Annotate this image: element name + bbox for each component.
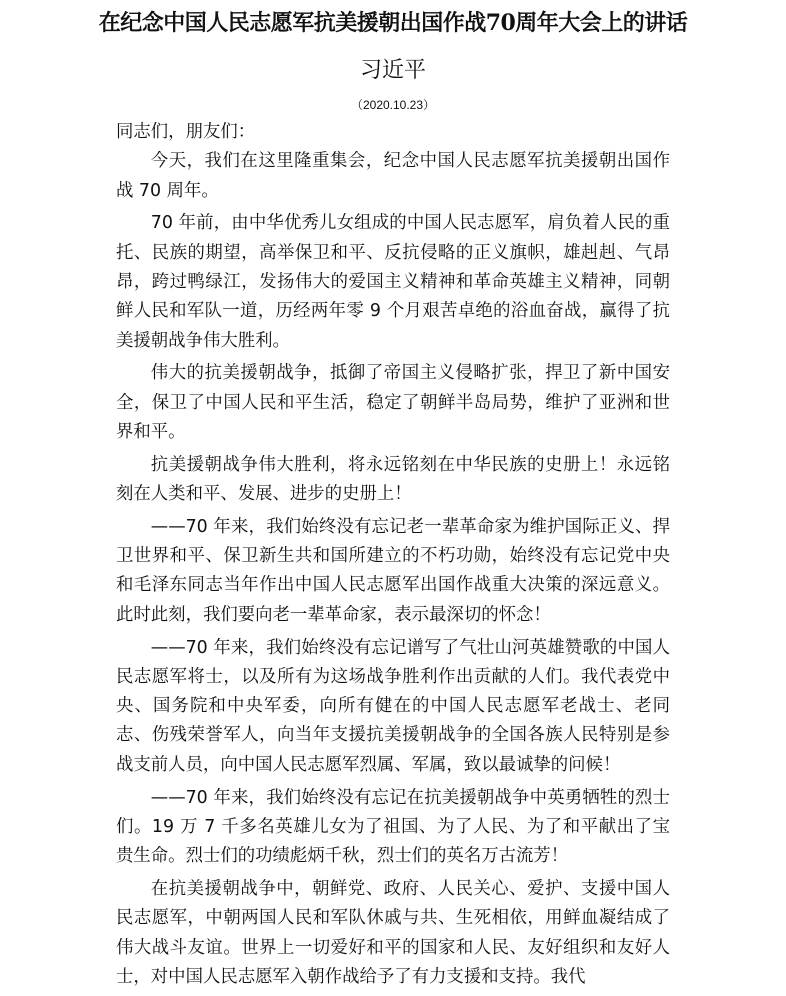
- paragraph: 70 年前，由中华优秀儿女组成的中国人民志愿军，肩负着人民的重托、民族的期望，高举保卫和平、反抗侵略的正义旗帜，雄赳赳、气昂昂，跨过鸭绿江，发扬伟大的爱国主义精神和革命英雄主义精神，同朝鲜人民和军队一道，历经两年零 9 个月艰苦卓绝的浴血奋战，赢得了抗美援朝战争伟大胜利。: [116, 213, 670, 351]
- paragraph: 在抗美援朝战争中，朝鲜党、政府、人民关心、爱护、支援中国人民志愿军，中朝两国人民和军队休戚与共、生死相依，用鲜血凝结成了伟大战斗友谊。世界上一切爱好和平的国家和人民、友好组织和友好人士，对中国人民志愿军入朝作战给予了有力支援和支持。我代: [116, 878, 670, 987]
- speech-date: （2020.10.23）: [350, 98, 436, 112]
- paragraph: ——70 年来，我们始终没有忘记谱写了气壮山河英雄赞歌的中国人民志愿军将士，以及所有为这场战争胜利作出贡献的人们。我代表党中央、国务院和中央军委，向所有健在的中国人民志愿军老战士、老同志、伤残荣誉军人，向当年支援抗美援朝战争的全国各族人民特别是参战支前人员，向中国人民志愿军烈属、军属，致以最诚挚的问候！: [116, 637, 670, 775]
- speech-body: [116, 118, 670, 996]
- paragraph: ——70 年来，我们始终没有忘记老一辈革命家为维护国际正义、捍卫世界和平、保卫新生共和国所建立的不朽功勋，始终没有忘记党中央和毛泽东同志当年作出中国人民志愿军出国作战重大决策的深远意义。此时此刻，我们要向老一辈革命家，表示最深切的怀念！: [116, 516, 670, 625]
- paragraph: 伟大的抗美援朝战争，抵御了帝国主义侵略扩张，捍卫了新中国安全，保卫了中国人民和平生活，稳定了朝鲜半岛局势，维护了亚洲和世界和平。: [116, 363, 670, 442]
- paragraph: 抗美援朝战争伟大胜利，将永远铭刻在中华民族的史册上！永远铭刻在人类和平、发展、进步的史册上！: [116, 454, 670, 505]
- salutation: 同志们，朋友们：: [116, 122, 256, 142]
- paragraph: 今天，我们在这里隆重集会，纪念中国人民志愿军抗美援朝出国作战 70 周年。: [116, 151, 670, 201]
- paragraph: ——70 年来，我们始终没有忘记在抗美援朝战争中英勇牺牲的烈士们。19 万 7 千多名英雄儿女为了祖国、为了人民、为了和平献出了宝贵生命。烈士们的功绩彪炳千秋，烈士们的英名万古流芳！: [116, 787, 670, 867]
- author-name: 习近平: [359, 58, 426, 83]
- page-title: 在纪念中国人民志愿军抗美援朝出国作战70周年大会上的讲话: [98, 10, 688, 36]
